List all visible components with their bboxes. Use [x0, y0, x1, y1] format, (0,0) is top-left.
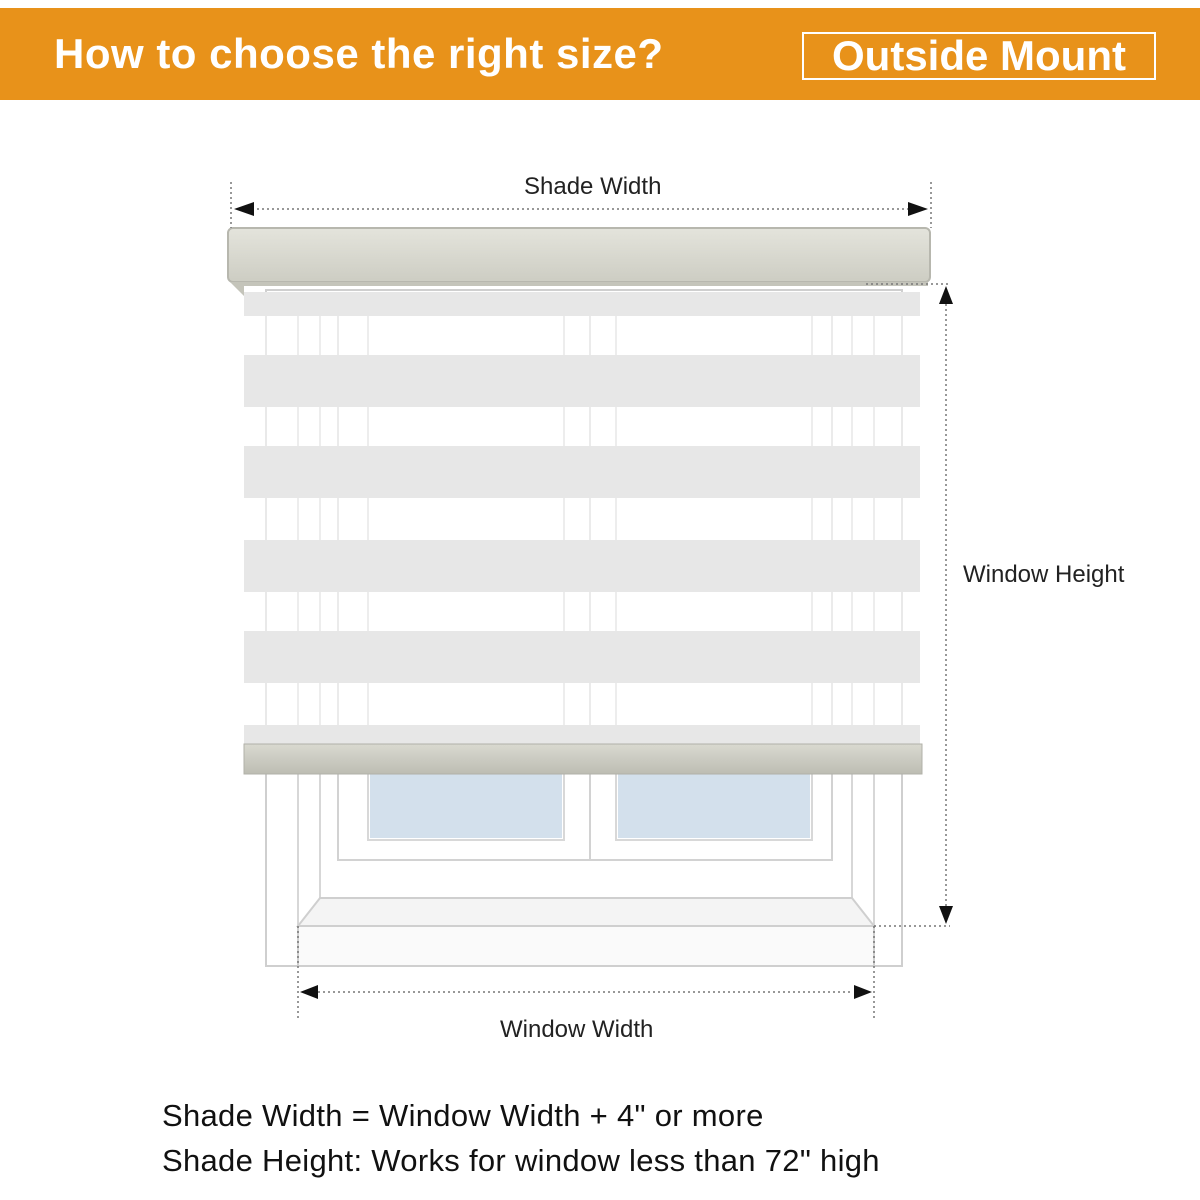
width-rule-text: Shade Width = Window Width + 4" or more	[162, 1098, 764, 1133]
shade-bottom-rail	[244, 744, 922, 774]
shade-headrail	[228, 228, 930, 296]
shade-fabric	[244, 292, 920, 752]
page-title: How to choose the right size?	[54, 30, 664, 77]
arrow-right-icon	[908, 202, 928, 216]
mount-type-badge: Outside Mount	[802, 32, 1156, 80]
window-height-label: Window Height	[963, 561, 1125, 588]
arrow-left-icon	[300, 985, 318, 999]
arrow-up-icon	[939, 286, 953, 304]
window-width-label: Window Width	[500, 1016, 654, 1043]
height-rule-text: Shade Height: Works for window less than 72" high	[162, 1143, 880, 1178]
glass-pane-left	[370, 772, 562, 838]
arrow-down-icon	[939, 906, 953, 924]
arrow-left-icon	[234, 202, 254, 216]
glass-pane-right	[618, 772, 810, 838]
arrow-right-icon	[854, 985, 872, 999]
shade-width-label: Shade Width	[524, 173, 662, 200]
